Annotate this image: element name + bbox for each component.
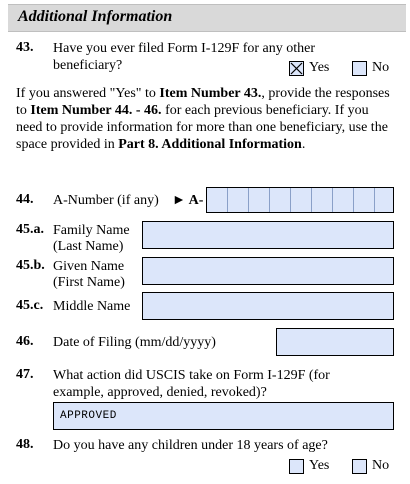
check-x-icon bbox=[290, 62, 303, 75]
q43-yes-checkbox[interactable] bbox=[289, 61, 304, 76]
q48-text: Do you have any children under 18 years of age? bbox=[53, 438, 328, 453]
q45c-label: Middle Name bbox=[53, 299, 131, 314]
q45c-number: 45.c. bbox=[16, 298, 44, 313]
q43-text: Have you ever filed Form I-129F for any other beneficiary? bbox=[53, 41, 316, 73]
q43-no-label: No bbox=[372, 60, 390, 75]
uscis-action-value: APPROVED bbox=[60, 410, 117, 422]
q47-text: What action did USCIS take on Form I-129F (for example, approved, denied, revoked)? bbox=[53, 368, 330, 400]
q48-yes-label: Yes bbox=[309, 458, 330, 473]
q44-label: A-Number (if any) bbox=[53, 193, 159, 208]
q47-number: 47. bbox=[16, 367, 34, 382]
instructions-ref-44-46: Item Number 44. - 46. bbox=[30, 103, 162, 118]
uscis-action-field[interactable] bbox=[53, 402, 394, 430]
instructions-text-3: for each previous beneficiary. If you need to provide information for more than one beneficiary, use the space provided in bbox=[16, 103, 388, 152]
section-header bbox=[8, 4, 406, 32]
middle-name-field[interactable] bbox=[142, 292, 394, 320]
given-name-field[interactable] bbox=[142, 257, 394, 285]
q48-yes-checkbox[interactable] bbox=[289, 459, 304, 474]
q45a-number: 45.a. bbox=[16, 222, 44, 237]
q45b-sublabel: (First Name) bbox=[53, 275, 125, 290]
family-name-field[interactable] bbox=[142, 221, 394, 249]
a-number-field[interactable] bbox=[206, 187, 394, 213]
q45b-label: Given Name bbox=[53, 259, 125, 274]
q43-no-checkbox[interactable] bbox=[352, 61, 367, 76]
section-title: Additional Information bbox=[18, 8, 173, 25]
q46-label: Date of Filing (mm/dd/yyyy) bbox=[53, 335, 216, 350]
q43-number: 43. bbox=[16, 40, 34, 55]
instructions-text-4: . bbox=[301, 137, 306, 152]
q48-no-checkbox[interactable] bbox=[352, 459, 367, 474]
q48-number: 48. bbox=[16, 437, 34, 452]
instructions-ref-43: Item Number 43. bbox=[159, 86, 262, 101]
instructions-ref-part8: Part 8. Additional Information bbox=[118, 137, 302, 152]
instructions-text-2: , provide the responses to bbox=[16, 86, 390, 118]
q44-prefix: ► A- bbox=[172, 193, 204, 208]
instructions-paragraph bbox=[16, 85, 394, 153]
q43-yes-label: Yes bbox=[309, 60, 330, 75]
q46-number: 46. bbox=[16, 334, 34, 349]
q48-no-label: No bbox=[372, 458, 390, 473]
instructions-text-1: If you answered "Yes" to bbox=[16, 86, 160, 101]
q45b-number: 45.b. bbox=[16, 258, 45, 273]
date-of-filing-field[interactable] bbox=[276, 328, 394, 356]
q45a-label: Family Name bbox=[53, 223, 130, 238]
q45a-sublabel: (Last Name) bbox=[53, 239, 124, 254]
q44-number: 44. bbox=[16, 192, 34, 207]
